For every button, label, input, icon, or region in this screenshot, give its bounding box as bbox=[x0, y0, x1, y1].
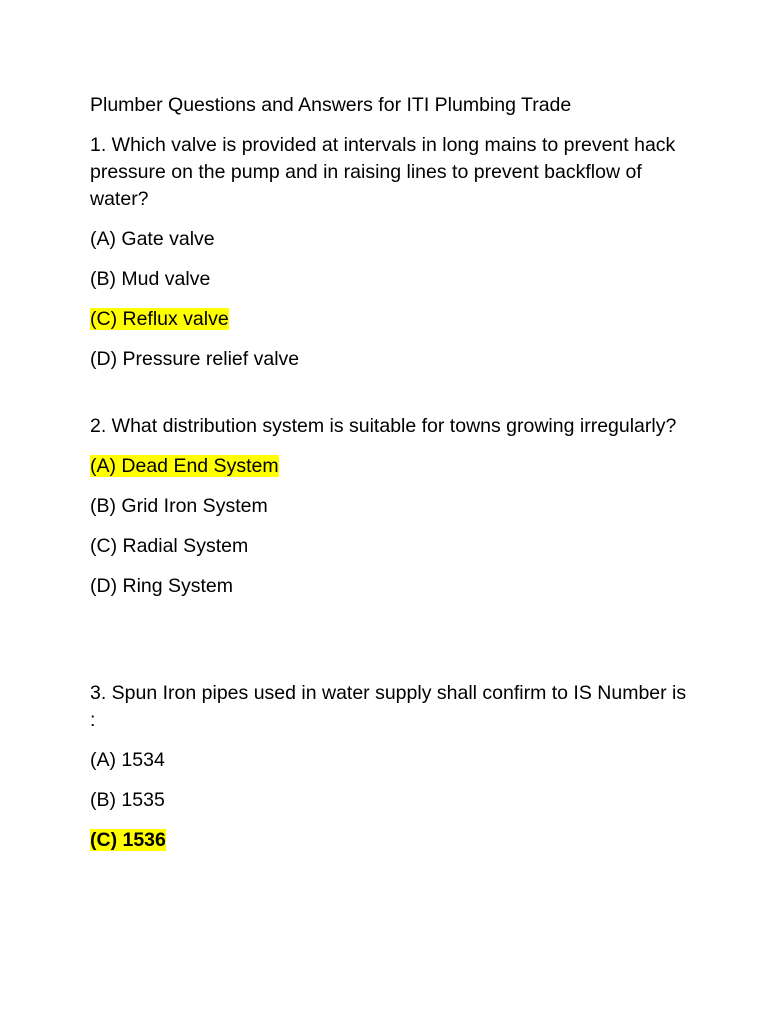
spacer bbox=[90, 386, 690, 413]
option-a-correct bbox=[90, 453, 690, 480]
spacer bbox=[90, 613, 690, 680]
option-label: (B) Mud valve bbox=[90, 268, 211, 290]
document-page bbox=[90, 92, 690, 867]
option-c-correct bbox=[90, 306, 690, 333]
option-a bbox=[90, 226, 690, 253]
option-label: (D) Pressure relief valve bbox=[90, 348, 300, 370]
question-2 bbox=[90, 413, 690, 600]
option-label: (A) Gate valve bbox=[90, 228, 215, 250]
option-d bbox=[90, 346, 690, 373]
highlighted-answer: (C) Reflux valve bbox=[90, 308, 229, 330]
option-label: (A) 1534 bbox=[90, 749, 165, 771]
option-d bbox=[90, 573, 690, 600]
question-text: 2. What distribution system is suitable for towns growing irregularly? bbox=[90, 415, 677, 437]
option-label: (B) 1535 bbox=[90, 789, 165, 811]
option-a bbox=[90, 747, 690, 774]
highlighted-answer: (A) Dead End System bbox=[90, 455, 279, 477]
option-c bbox=[90, 533, 690, 560]
question-text: 1. Which valve is provided at intervals in long mains to prevent hack pressure on the pump and in raising lines to prevent backflow of water? bbox=[90, 134, 676, 210]
document-title: Plumber Questions and Answers for ITI Plumbing Trade bbox=[90, 94, 572, 116]
option-label: (C) Radial System bbox=[90, 535, 249, 557]
option-label: (B) Grid Iron System bbox=[90, 495, 268, 517]
option-b bbox=[90, 493, 690, 520]
option-c-correct bbox=[90, 827, 690, 854]
option-b bbox=[90, 787, 690, 814]
option-label: (D) Ring System bbox=[90, 575, 234, 597]
question-3 bbox=[90, 680, 690, 854]
option-b bbox=[90, 266, 690, 293]
question-1 bbox=[90, 132, 690, 373]
question-text: 3. Spun Iron pipes used in water supply shall confirm to IS Number is : bbox=[90, 682, 687, 731]
highlighted-answer: (C) 1536 bbox=[90, 829, 166, 851]
